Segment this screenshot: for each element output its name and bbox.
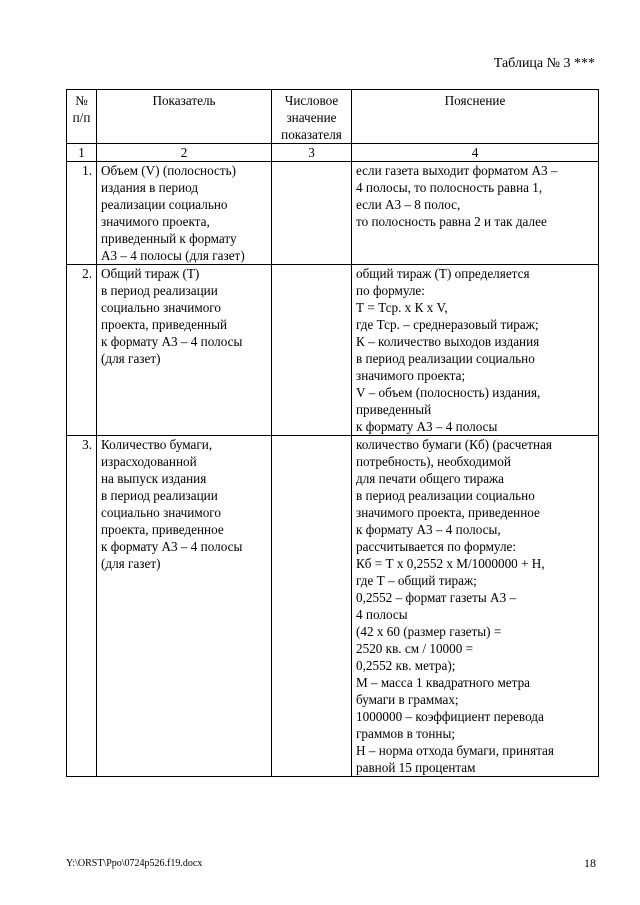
- column-number: 2: [97, 144, 272, 162]
- explanation-cell: если газета выходит форматом А3 – 4 полосы, то полосность равна 1, если А3 – 8 полос, то полосность равна 2 и так далее: [352, 162, 599, 265]
- column-header-number: № п/п: [67, 90, 97, 144]
- footer-file-path: Y:\ORST\Ppo\0724p526.f19.docx: [66, 858, 203, 869]
- table-title: Таблица № 3 ***: [493, 56, 595, 71]
- explanation-cell: общий тираж (Т) определяется по формуле: Т = Тср. х К х V, где Тср. – среднеразовый тираж; К – количество выходов издания в период реализации социально значимого проекта; V – объем (полосность) издания, приведенный к формату А3 – 4 полосы: [352, 265, 599, 436]
- column-header-value: Числовое значение показателя: [272, 90, 352, 144]
- footer-page-number: 18: [584, 856, 596, 870]
- explanation-cell: количество бумаги (Кб) (расчетная потребность), необходимой для печати общего тиража в период реализации социально значимого проекта, приведенное к формату А3 – 4 полосы, рассчитывается по формуле: Кб = Т х 0,2552 х М/1000000 + Н, где Т – общий тираж; 0,2552 – формат газеты А3 – 4 полосы (42 х 60 (размер газеты) = 2520 кв. см / 10000 = 0,2552 кв. метра); М – масса 1 квадратного метра бумаги в граммах; 1000000 – коэффициент перевода граммов в тонны; Н – норма отхода бумаги, принятая равной 15 процентам: [352, 436, 599, 777]
- table-row: [67, 436, 599, 777]
- row-number: 1.: [67, 162, 97, 265]
- column-header-indicator: Показатель: [97, 90, 272, 144]
- value-cell: [272, 436, 352, 777]
- indicator-cell: Объем (V) (полосность) издания в период реализации социально значимого проекта, приведенный к формату А3 – 4 полосы (для газет): [97, 162, 272, 265]
- value-cell: [272, 265, 352, 436]
- row-number: 2.: [67, 265, 97, 436]
- column-header-explanation: Пояснение: [352, 90, 599, 144]
- indicator-cell: Общий тираж (Т) в период реализации социально значимого проекта, приведенный к формату А3 – 4 полосы (для газет): [97, 265, 272, 436]
- column-number: 4: [352, 144, 599, 162]
- indicators-table: [66, 89, 599, 777]
- row-number: 3.: [67, 436, 97, 777]
- column-number-row: [67, 144, 599, 162]
- header-row: [67, 90, 599, 144]
- indicator-cell: Количество бумаги, израсходованной на выпуск издания в период реализации социально значимого проекта, приведенное к формату А3 – 4 полосы (для газет): [97, 436, 272, 777]
- column-number: 1: [67, 144, 97, 162]
- table-row: [67, 265, 599, 436]
- table-row: [67, 162, 599, 265]
- column-number: 3: [272, 144, 352, 162]
- value-cell: [272, 162, 352, 265]
